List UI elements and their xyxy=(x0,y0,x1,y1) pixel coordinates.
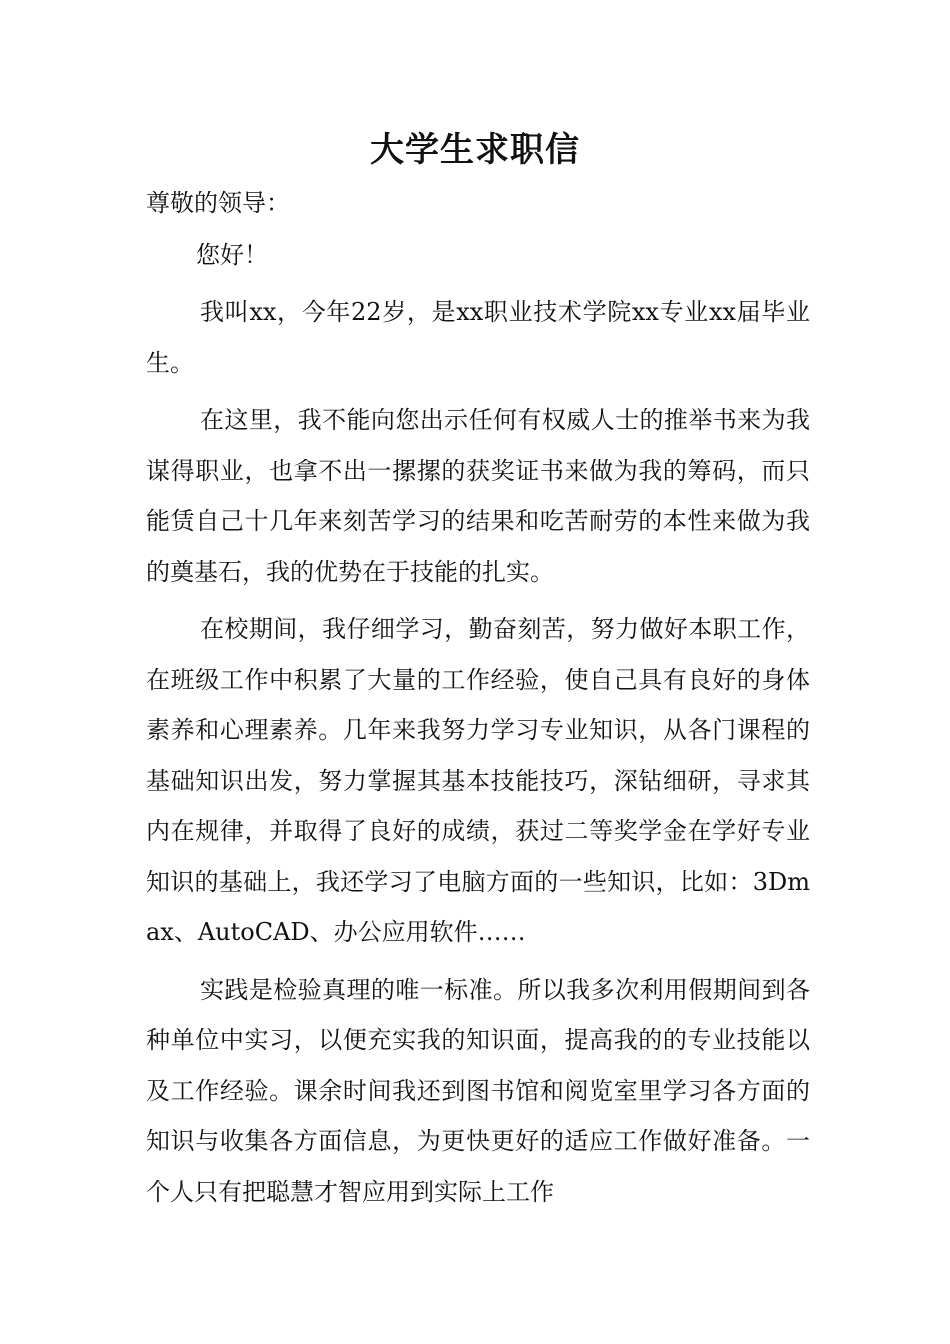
paragraph-strengths: 在这里，我不能向您出示任何有权威人士的推举书来为我谋得职业，也拿不出一摞摞的获奖证书来做为我的筹码，而只能赁自己十几年来刻苦学习的结果和吃苦耐劳的本性来做为我的奠基石，我的优势在于技能的扎实。 xyxy=(146,406,810,586)
greeting: 您好！ xyxy=(196,240,268,269)
paragraph-introduction: 我叫xx，今年22岁，是xx职业技术学院xx专业xx届毕业生。 xyxy=(146,298,810,377)
paragraph-practice: 实践是检验真理的唯一标准。所以我多次利用假期间到各种单位中实习，以便充实我的知识面，提高我的的专业技能以及工作经验。课余时间我还到图书馆和阅览室里学习各方面的知识与收集各方面信息，为更快更好的适应工作做好准备。一个人只有把聪慧才智应用到实际上工作 xyxy=(146,975,810,1206)
paragraph-school-experience: 在校期间，我仔细学习，勤奋刻苦，努力做好本职工作，在班级工作中积累了大量的工作经验，使自己具有良好的身体素养和心理素养。几年来我努力学习专业知识，从各门课程的基础知识出发，努力掌握其基本技能技巧，深钻细研，寻求其内在规律，并取得了良好的成绩，获过二等奖学金在学好专业知识的基础上，我还学习了电脑方面的一些知识，比如：3Dmax、AutoCAD、办公应用软件…… xyxy=(146,615,810,946)
letter-body xyxy=(146,178,810,1224)
document-title: 大学生求职信 xyxy=(370,130,580,170)
salutation: 尊敬的领导： xyxy=(146,189,290,217)
